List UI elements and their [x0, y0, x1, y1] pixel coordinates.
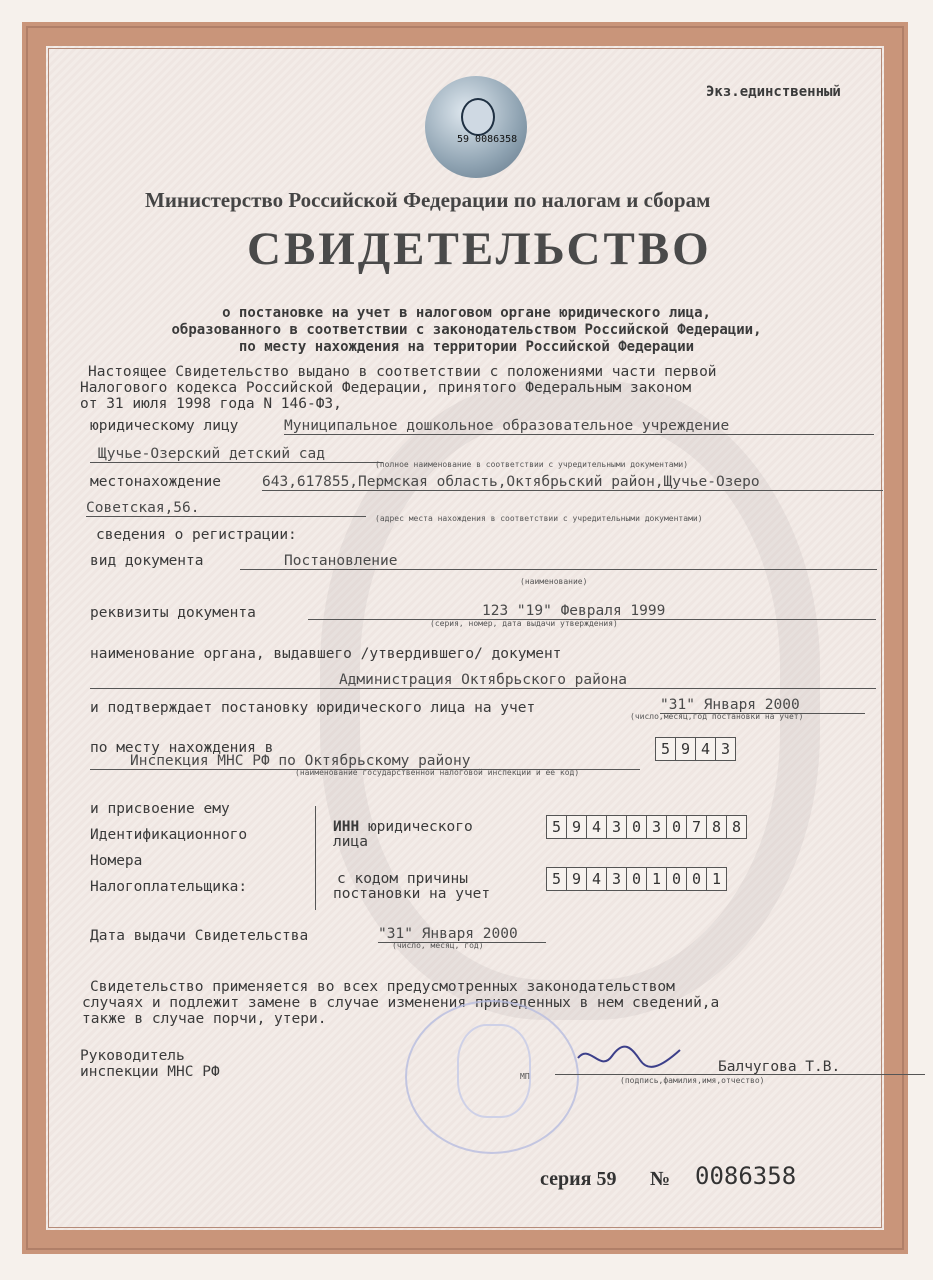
kpp-label-text: постановки на учет: [333, 886, 491, 902]
inn-digit: 0: [627, 816, 647, 838]
note-line: Свидетельство применяется во всех предусмотренных законодательством: [90, 979, 675, 995]
issue-date-value: "31" Января 2000: [378, 926, 546, 943]
usage-note: [82, 979, 719, 1027]
inn-digit: 8: [707, 816, 727, 838]
assignment-line: Идентификационного: [90, 827, 248, 843]
intro-line: Налогового кодекса Российской Федерации, принятого Федеральным законом: [80, 380, 692, 396]
inn-digit: 7: [687, 816, 707, 838]
head-title-line: инспекции МНС РФ: [80, 1064, 220, 1080]
kpp-digit: 0: [667, 868, 687, 890]
issue-date-label: Дата выдачи Свидетельства: [90, 928, 309, 944]
assignment-labels: [90, 796, 247, 900]
code-digit: 9: [676, 738, 696, 760]
eagle-emblem-icon: [461, 98, 495, 136]
hologram-seal: [425, 76, 527, 178]
location-label: местонахождение: [90, 474, 221, 490]
code-digit: 5: [656, 738, 676, 760]
inn-digit: 3: [607, 816, 627, 838]
doc-details-value: 123 "19" Февраля 1999: [308, 603, 876, 620]
divider: [315, 806, 316, 910]
inn-digit: 3: [647, 816, 667, 838]
intro-text: [80, 364, 717, 412]
hologram-number: 59 0086358: [457, 134, 518, 145]
head-name: Балчугова Т.В.: [718, 1059, 841, 1075]
legal-entity-name: Муниципальное дошкольное образовательное учреждение: [284, 418, 874, 435]
registration-label: сведения о регистрации:: [96, 527, 297, 543]
intro-line: Настоящее Свидетельство выдано в соответствии с положениями части первой: [88, 364, 717, 380]
stamp-eagle-icon: [457, 1024, 531, 1118]
kpp-digit: 9: [567, 868, 587, 890]
inn-digit: 8: [731, 818, 742, 836]
assignment-line: Номера: [90, 853, 143, 869]
inn-digit: 5: [547, 816, 567, 838]
inspection-label: по месту нахождения в: [90, 740, 274, 756]
mp-mark: МП: [520, 1072, 530, 1081]
series-label: серия 59: [540, 1168, 617, 1190]
inn-digit: 4: [587, 816, 607, 838]
kpp-number: [546, 867, 727, 891]
issue-date-caption: (число, месяц, год): [392, 941, 484, 950]
kpp-label: [333, 872, 490, 902]
official-stamp: [405, 1000, 579, 1154]
inn-label-text: лица: [333, 834, 368, 850]
inspection-code: [655, 737, 736, 761]
doc-details-label: реквизиты документа: [90, 605, 256, 621]
issuer-value: Администрация Октябрьского района: [90, 672, 876, 689]
signature: [570, 1038, 690, 1078]
kpp-digit: 5: [547, 868, 567, 890]
inn-abbr: ИНН: [333, 819, 360, 835]
doc-type-label: вид документа: [90, 553, 204, 569]
legal-entity-caption: (полное наименование в соответствии с учредительными документами): [375, 460, 689, 469]
location-caption: (адрес места нахождения в соответствии с учредительными документами): [375, 514, 703, 523]
series-number: 0086358: [695, 1162, 797, 1190]
kpp-digit: 3: [607, 868, 627, 890]
copy-note: Экз.единственный: [706, 84, 841, 100]
doc-type-value: Постановление: [240, 553, 877, 570]
inn-label: [333, 820, 473, 850]
inspection-value: Инспекция МНС РФ по Октябрьскому району: [90, 753, 640, 770]
head-title: [80, 1048, 220, 1080]
kpp-label-text: с кодом причины: [337, 871, 468, 887]
subtitle-line: образованного в соответствии с законодательством Российской Федерации,: [171, 322, 762, 338]
inn-digit: 0: [667, 816, 687, 838]
subtitle: [0, 305, 933, 356]
kpp-digit: 1: [711, 870, 722, 888]
doc-type-caption: (наименование): [520, 577, 588, 586]
doc-details-caption: (серия, номер, дата выдачи утверждения): [430, 619, 618, 628]
issuer-label: наименование органа, выдавшего /утвердившего/ документ: [90, 646, 562, 662]
intro-line: от 31 июля 1998 года N 146-ФЗ,: [80, 396, 342, 412]
ministry-title: Министерство Российской Федерации по налогам и сборам: [145, 188, 711, 212]
kpp-digit: 0: [687, 868, 707, 890]
note-line: также в случае порчи, утери.: [82, 1011, 327, 1027]
head-title-line: Руководитель: [80, 1048, 185, 1064]
subtitle-line: о постановке на учет в налоговом органе юридического лица,: [222, 305, 711, 321]
assignment-line: Налогоплательщика:: [90, 879, 248, 895]
inn-label-text: юридического: [367, 819, 473, 835]
inn-digit: 9: [567, 816, 587, 838]
signature-caption: (подпись,фамилия,имя,отчество): [620, 1076, 765, 1085]
kpp-digit: 4: [587, 868, 607, 890]
code-digit: 3: [720, 740, 731, 758]
inn-number: [546, 815, 747, 839]
location-address-cont: Советская,56.: [86, 500, 366, 517]
number-sign: №: [650, 1168, 671, 1190]
assignment-line: и присвоение ему: [90, 801, 230, 817]
confirm-date: "31" Января 2000: [660, 697, 865, 714]
subtitle-line: по месту нахождения на территории Российской Федерации: [238, 339, 695, 355]
location-address: 643,617855,Пермская область,Октябрьский район,Щучье-Озеро: [262, 474, 883, 491]
note-line: случаях и подлежит замене в случае изменения приведенных в нем сведений,а: [82, 995, 720, 1011]
legal-entity-name-cont: Щучье-Озерский детский сад: [90, 446, 383, 463]
kpp-digit: 0: [627, 868, 647, 890]
confirm-caption: (число,месяц,год постановки на учет): [630, 712, 804, 721]
document-title: СВИДЕТЕЛЬСТВО: [247, 223, 712, 275]
legal-entity-label: юридическому лицу: [90, 418, 239, 434]
kpp-digit: 1: [647, 868, 667, 890]
code-digit: 4: [696, 738, 716, 760]
confirm-label: и подтверждает постановку юридического лица на учет: [90, 700, 536, 716]
inspection-caption: (наименование государственной налоговой инспекции и ее код): [295, 768, 580, 777]
